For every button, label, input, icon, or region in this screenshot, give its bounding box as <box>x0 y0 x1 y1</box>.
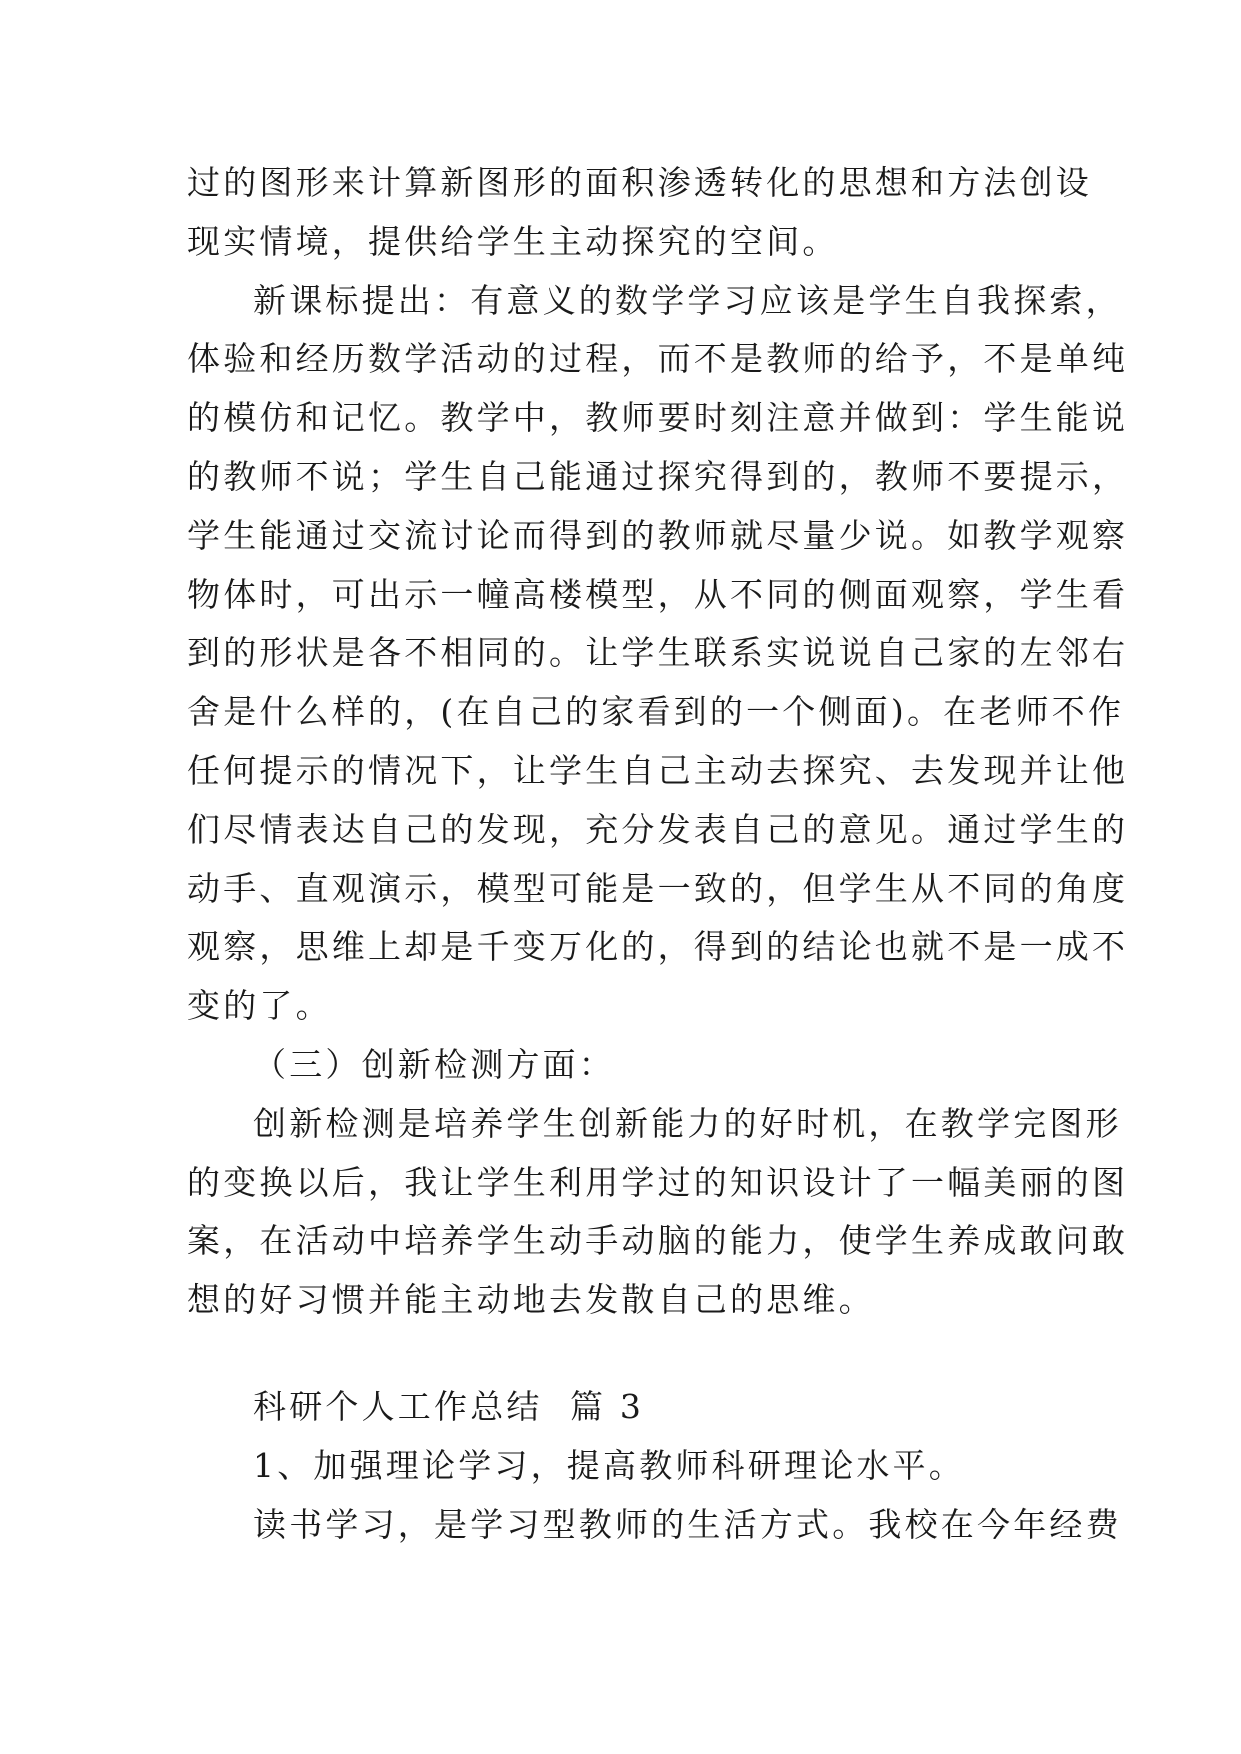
section-title: 科研个人工作总结 篇 3 <box>253 1387 645 1426</box>
text-line: 的模仿和记忆。教学中，教师要时刻注意并做到：学生能说 <box>187 398 1129 438</box>
paragraph-continuation <box>187 154 1092 272</box>
text-line: 动手、直观演示，模型可能是一致的，但学生从不同的角度 <box>187 868 1129 908</box>
paragraph-new-curriculum <box>187 272 1129 1036</box>
text-line: 们尽情表达自己的发现，充分发表自己的意见。通过学生的 <box>187 809 1129 849</box>
heading-innovation-testing <box>187 1036 1057 1095</box>
text-line: 想的好习惯并能主动地去发散自己的思维。 <box>187 1280 875 1320</box>
text-line: 任何提示的情况下，让学生自己主动去探究、去发现并让他 <box>187 750 1129 790</box>
text-line: 创新检测是培养学生创新能力的好时机，在教学完图形 <box>253 1103 1122 1143</box>
text-line: 学生能通过交流讨论而得到的教师就尽量少说。如教学观察 <box>187 515 1129 555</box>
text-line: 的变换以后，我让学生利用学过的知识设计了一幅美丽的图 <box>187 1162 1129 1202</box>
text-line: 的教师不说；学生自己能通过探究得到的，教师不要提示， <box>187 456 1129 496</box>
text-line: 案，在活动中培养学生动手动脑的能力，使学生养成敢问敢 <box>187 1221 1129 1261</box>
text-line: 过的图形来计算新图形的面积渗透转化的思想和方法创设 <box>187 163 1092 202</box>
subsection-heading: （三）创新检测方面： <box>253 1044 615 1084</box>
text-line: 观察，思维上却是千变万化的，得到的结论也就不是一成不 <box>187 927 1129 967</box>
text-line: 变的了。 <box>187 986 332 1026</box>
body-text <box>187 154 1129 1330</box>
text-line: 体验和经历数学活动的过程，而不是教师的给予，不是单纯 <box>187 339 1129 379</box>
text-line: 舍是什么样的，(在自己的家看到的一个侧面)。在老师不作 <box>187 692 1125 732</box>
text-line: 新课标提出：有意义的数学学习应该是学生自我探索， <box>253 280 1122 320</box>
text-line: 到的形状是各不相同的。让学生联系实说说自己家的左邻右 <box>187 633 1129 673</box>
paragraph-innovation-testing <box>187 1095 1129 1330</box>
text-line: 物体时，可出示一幢高楼模型，从不同的侧面观察，学生看 <box>187 574 1129 614</box>
section-3-content <box>187 1378 1122 1554</box>
section-3 <box>187 1378 1122 1554</box>
text-line: 读书学习，是学习型教师的生活方式。我校在今年经费 <box>253 1504 1122 1544</box>
section-point-1: 1、加强理论学习，提高教师科研理论水平。 <box>253 1445 965 1485</box>
text-line: 现实情境，提供给学生主动探究的空间。 <box>187 221 839 261</box>
